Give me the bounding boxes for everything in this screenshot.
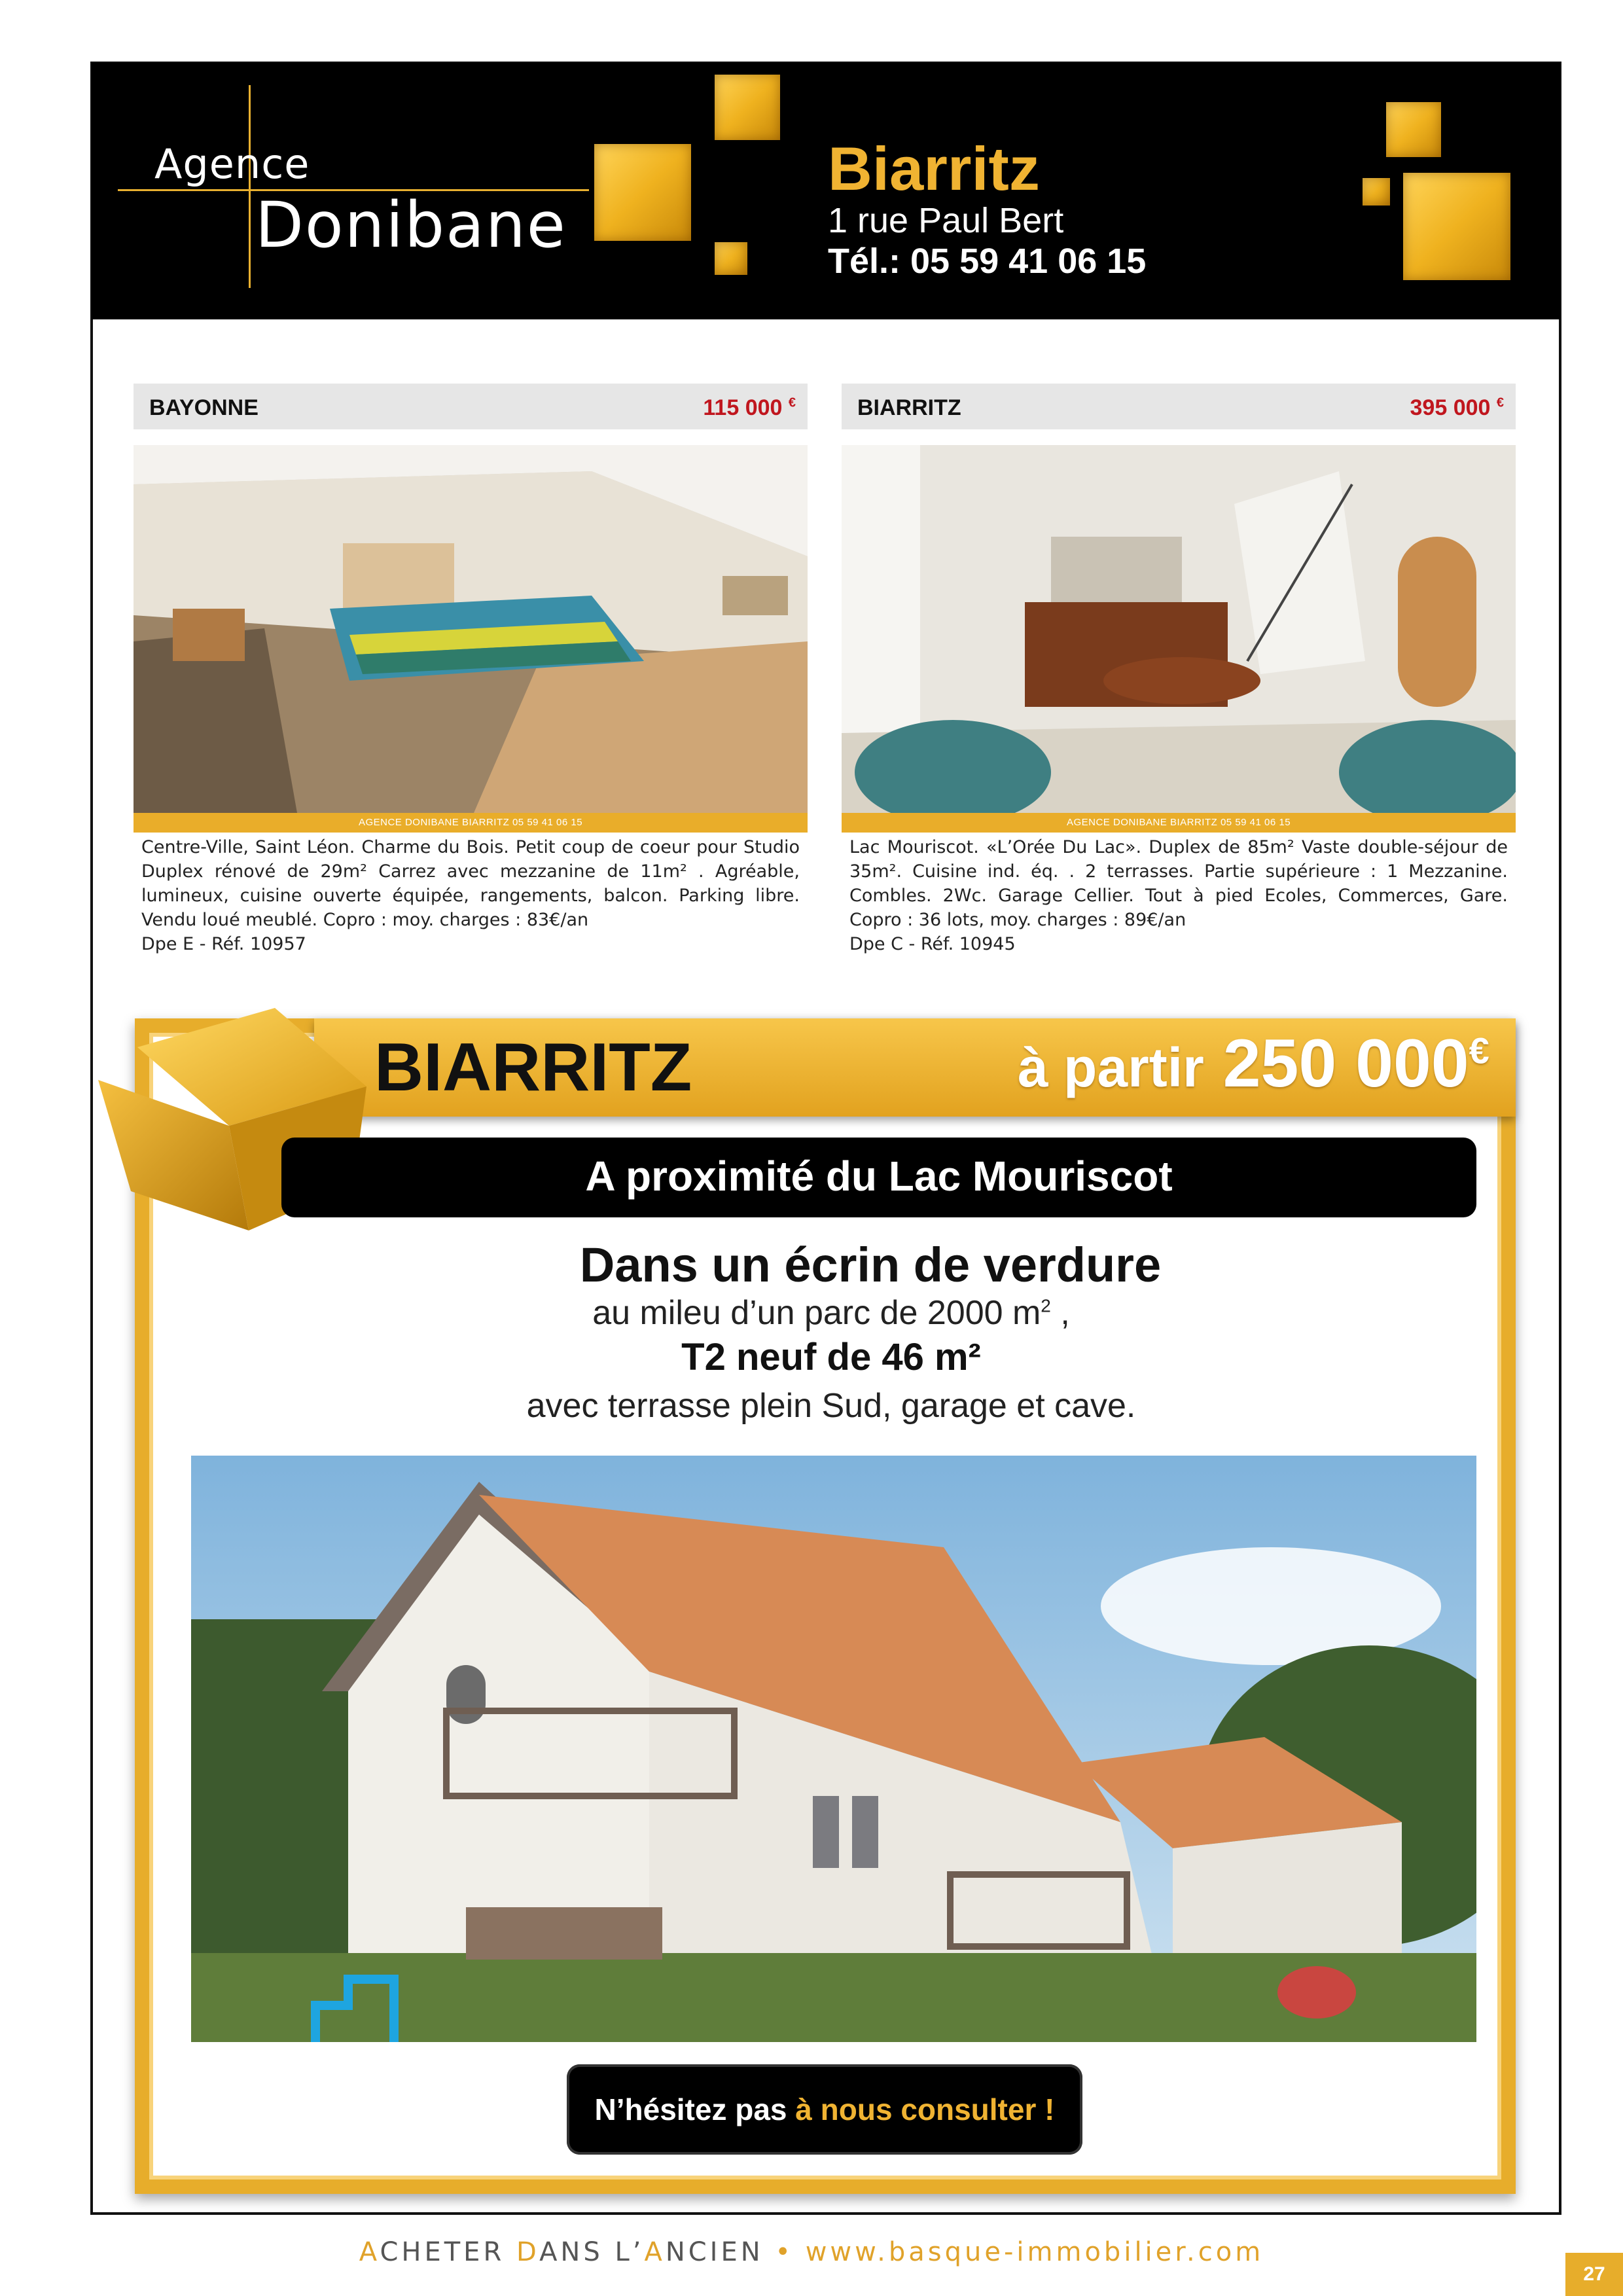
header-phone[interactable]: Tél.: 05 59 41 06 15 (828, 242, 1147, 281)
promo-headline: Dans un écrin de verdure (579, 1238, 1162, 1292)
listing-city: BIARRITZ (857, 395, 961, 420)
logo-square-small (715, 242, 747, 275)
promo-building-photo[interactable] (191, 1456, 1476, 2042)
logo-square-top (715, 75, 780, 140)
logo-agence-text: Agence (154, 140, 310, 188)
promo-park-size: au mileu d’un parc de 2000 $m^2$ , (592, 1294, 1070, 1332)
listing-description: Lac Mouriscot. «L’Orée Du Lac». Duplex de 85m² Vaste double-séjour de 35m². Cuisine ind. éq. . 2 terrasses. Partie supérieure : 1 Mezzanine. Combles. 2Wc. Garage Cellier. Tout à pied Ecoles, Commerces, Gare. Copro : 36 lots, moy. charges : 89€/an Dpe C - Réf. 10945 (849, 835, 1508, 956)
header-city: Biarritz (828, 134, 1040, 203)
building-render-illustration (191, 1456, 1476, 2042)
listing-price: 395 000 € (1410, 395, 1504, 420)
listing-reference: Dpe E - Réf. 10957 (141, 934, 306, 954)
listing-photo-bedroom[interactable] (134, 445, 808, 813)
photo-caption: AGENCE DONIBANE BIARRITZ 05 59 41 06 15 (134, 813, 808, 833)
listing-description: Centre-Ville, Saint Léon. Charme du Bois. Petit coup de coeur pour Studio Duplex rénové de 29m² Carrez avec mezzanine de 11m² . Agréable, lumineux, cuisine ouverte équipée, rangements, balcon. Parking libre. Vendu loué meublé. Copro : moy. charges : 83€/an Dpe E - Réf. 10957 (141, 835, 800, 956)
bedroom-photo-illustration (134, 445, 808, 813)
header-street: 1 rue Paul Bert (828, 201, 1064, 240)
photo-caption: AGENCE DONIBANE BIARRITZ 05 59 41 06 15 (842, 813, 1516, 833)
deco-square-top (1386, 102, 1441, 157)
deco-square-big (1403, 173, 1510, 280)
promo-apartment-type: T2 neuf de 46 m² (681, 1336, 981, 1378)
deco-square-tiny (1363, 178, 1390, 206)
listing-card-bayonne[interactable] (134, 384, 808, 973)
agency-header (92, 63, 1560, 319)
page-number: 27 (1565, 2253, 1623, 2296)
promo-price: à partir 250 000€ (1018, 1026, 1489, 1102)
listing-card-biarritz[interactable] (842, 384, 1516, 973)
footer-url[interactable]: www.basque-immobilier.com (805, 2237, 1264, 2267)
listing-reference: Dpe C - Réf. 10945 (849, 934, 1016, 954)
promo-features: avec terrasse plein Sud, garage et cave. (526, 1387, 1136, 1425)
listing-price: 115 000 € (703, 395, 796, 420)
promo-subtitle: A proximité du Lac Mouriscot (585, 1153, 1173, 1200)
footer-tagline: ACHETER DANS L’ANCIEN • www.basque-immobilier.com (359, 2237, 1264, 2267)
logo-donibane-text: Donibane (255, 188, 567, 262)
contact-cta-label[interactable]: N’hésitez pas à nous consulter ! (594, 2092, 1055, 2126)
promo-city: BIARRITZ (374, 1030, 692, 1105)
logo-square-large (594, 144, 691, 241)
listing-photo-dining-room[interactable] (842, 445, 1516, 813)
dining-photo-illustration (842, 445, 1516, 813)
listing-city: BAYONNE (149, 395, 259, 420)
